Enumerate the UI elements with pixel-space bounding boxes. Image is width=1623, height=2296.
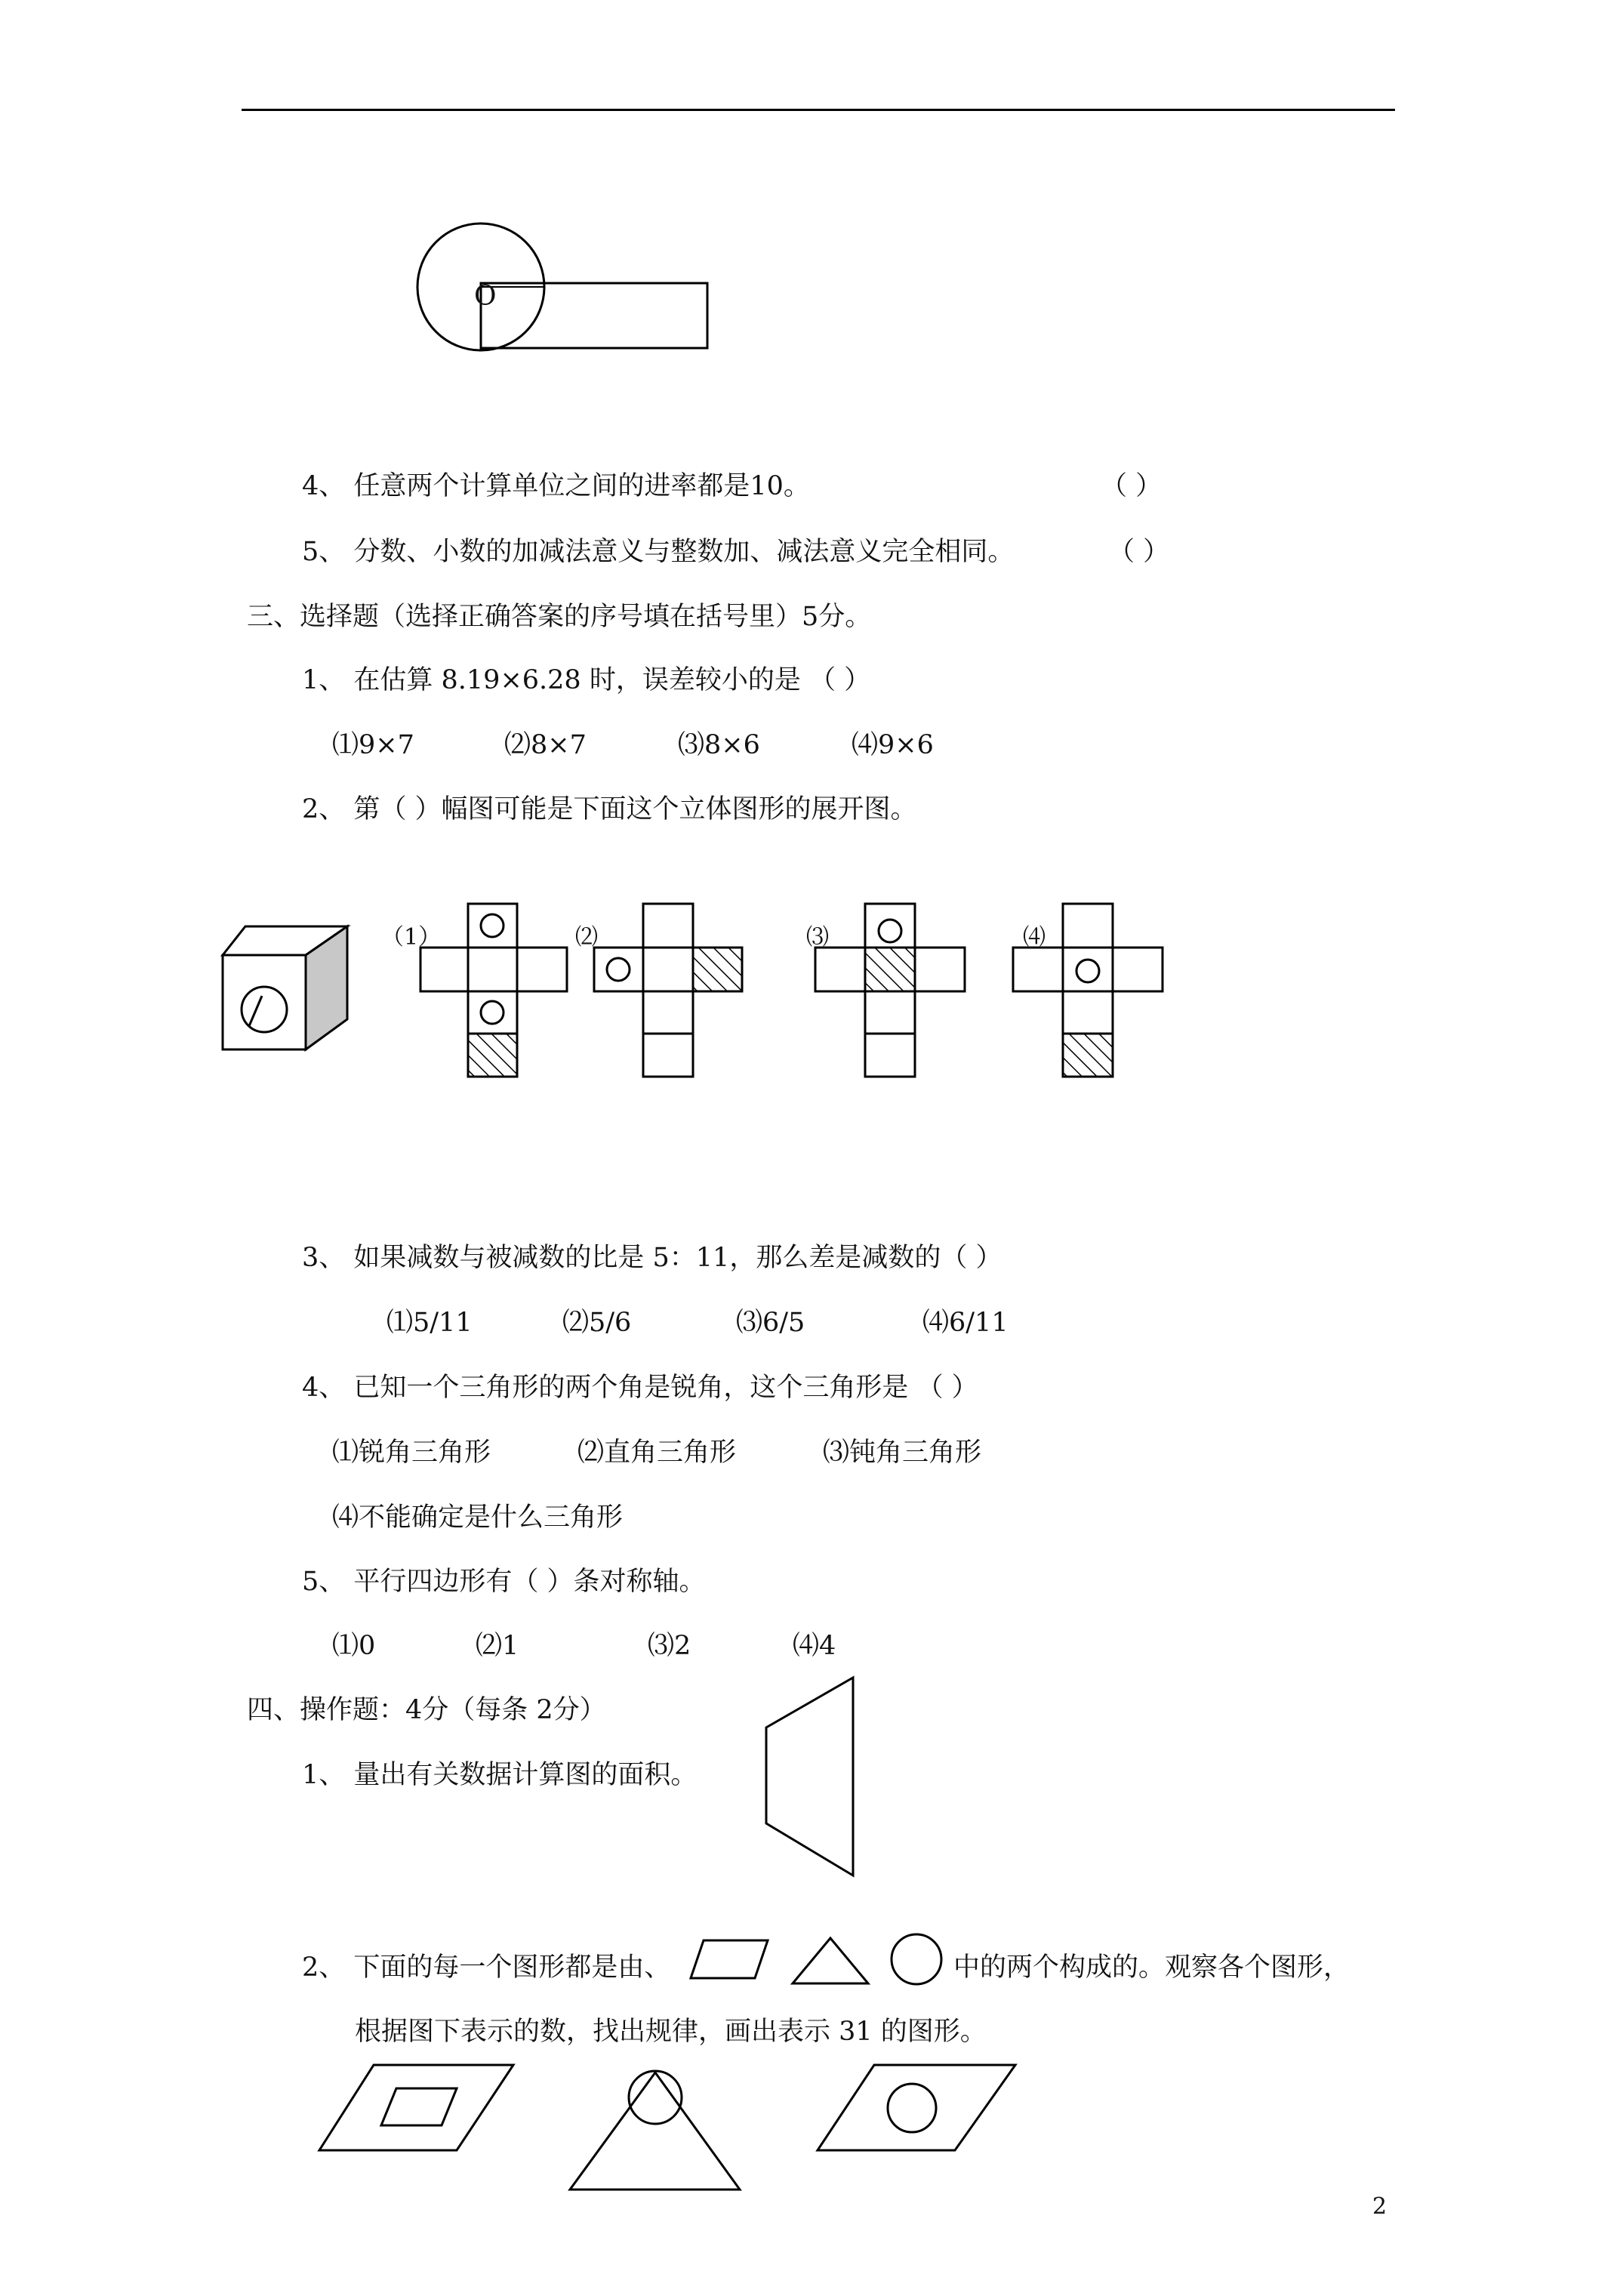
judge-q5-paren: （ ） [1108, 537, 1170, 567]
s3-q5: 5、 平行四边形有（ ）条对称轴。 [302, 1567, 706, 1597]
pattern-figure-3 [815, 2061, 1019, 2156]
s3-q5-option-3: ⑶2 [648, 1631, 691, 1661]
section4-title: 四、操作题：4分（每条 2分） [247, 1695, 606, 1725]
rectangle-shape [481, 283, 707, 348]
circle-center-label: O [474, 281, 497, 312]
cube-figure [215, 925, 351, 1053]
parallelogram-icon [688, 1937, 771, 1982]
s4-q2-part-c: 根据图下表示的数，找出规律，画出表示 31 的图形。 [355, 2017, 987, 2047]
s3-q5-option-4: ⑷4 [793, 1631, 836, 1661]
s3-q4-option-4: ⑷不能确定是什么三角形 [332, 1502, 624, 1533]
s4-q1: 1、 量出有关数据计算图的面积。 [302, 1760, 698, 1790]
trapezoid-figure [762, 1676, 857, 1878]
s3-q3: 3、 如果减数与被减数的比是 5：11，那么差是减数的（ ） [302, 1243, 1002, 1273]
s3-q5-option-2: ⑵1 [476, 1631, 519, 1661]
net-label-4: ⑷ [1023, 924, 1046, 951]
s3-q3-option-3: ⑶6/5 [736, 1308, 805, 1338]
judge-q4-paren: （ ） [1101, 471, 1163, 501]
net-2 [593, 902, 744, 1080]
s3-q2: 2、 第（ ）幅图可能是下面这个立体图形的展开图。 [302, 794, 917, 824]
s3-q4-option-1: ⑴锐角三角形 [332, 1438, 491, 1468]
net-1 [419, 902, 570, 1080]
s3-q1-option-3: ⑶8×6 [678, 730, 760, 760]
pattern-figure-2 [566, 2069, 744, 2193]
net-3 [814, 902, 969, 1080]
s3-q3-option-4: ⑷6/11 [922, 1308, 1009, 1338]
page-number: 2 [1372, 2193, 1387, 2220]
s3-q1-option-2: ⑵8×7 [504, 730, 587, 760]
s3-q4-option-3: ⑶钝角三角形 [823, 1438, 982, 1468]
s4-q2-part-a: 2、 下面的每一个图形都是由、 [302, 1952, 671, 1983]
s3-q3-option-2: ⑵5/6 [562, 1308, 632, 1338]
net-label-3: ⑶ [806, 924, 829, 951]
s4-q2-part-b: 中的两个构成的。观察各个图形， [953, 1952, 1350, 1983]
circle-rectangle-figure [415, 223, 710, 355]
circle-icon [888, 1931, 945, 1988]
s3-q1-option-1: ⑴9×7 [332, 730, 414, 760]
net-label-2: ⑵ [575, 924, 598, 951]
net-label-1: （1） [381, 924, 442, 951]
pattern-figure-1 [317, 2061, 517, 2156]
triangle-icon [789, 1934, 872, 1987]
s3-q1-option-4: ⑷9×6 [852, 730, 934, 760]
net-4 [1012, 902, 1166, 1080]
header-rule [242, 109, 1395, 111]
s3-q3-option-1: ⑴5/11 [387, 1308, 473, 1338]
judge-q4: 4、 任意两个计算单位之间的进率都是10。 [302, 471, 810, 501]
s3-q5-option-1: ⑴0 [332, 1631, 376, 1661]
judge-q5: 5、 分数、小数的加减法意义与整数加、减法意义完全相同。 [302, 537, 1015, 567]
section3-title: 三、选择题（选择正确答案的序号填在括号里）5分。 [247, 602, 872, 632]
s3-q1: 1、 在估算 8.19×6.28 时，误差较小的是 （ ） [302, 665, 871, 695]
s3-q4-option-2: ⑵直角三角形 [577, 1438, 737, 1468]
s3-q4: 4、 已知一个三角形的两个角是锐角，这个三角形是 （ ） [302, 1373, 978, 1403]
